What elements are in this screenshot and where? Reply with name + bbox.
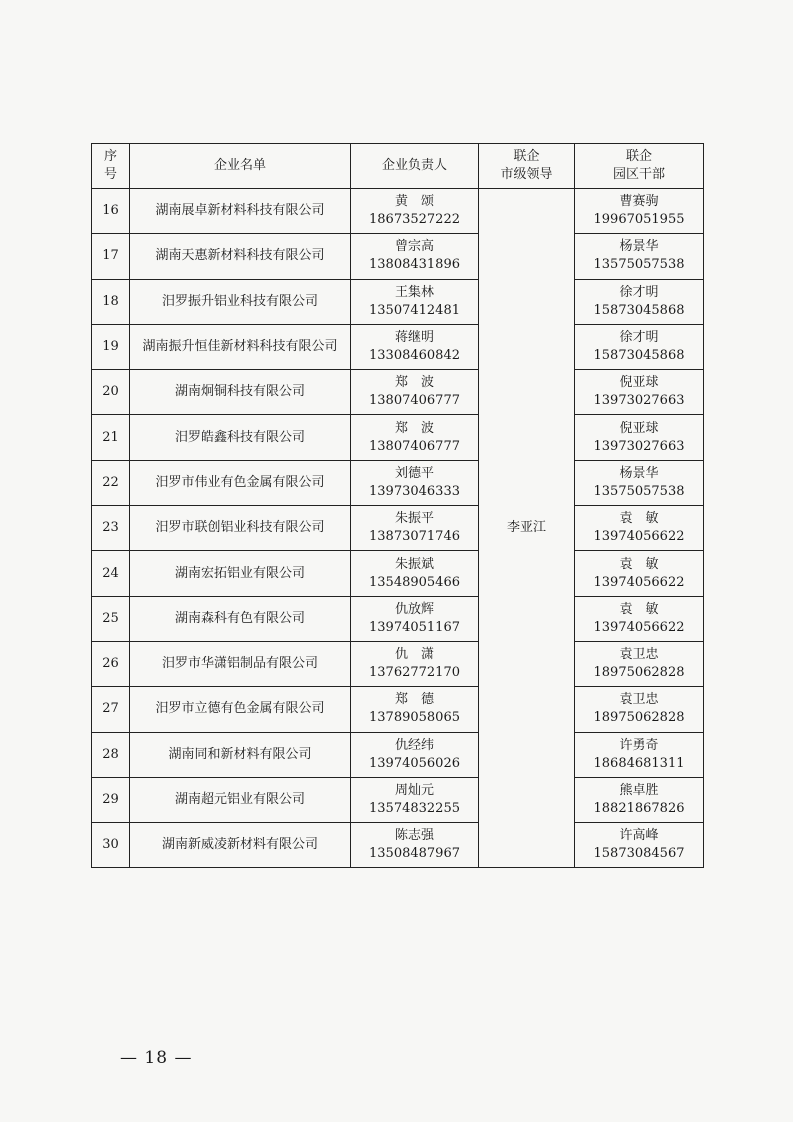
cadre-name: 袁 敏 xyxy=(619,511,659,527)
responsible-person xyxy=(351,460,479,505)
header-company: 企业名单 xyxy=(130,144,351,189)
table-row xyxy=(92,732,704,777)
table-row xyxy=(92,460,704,505)
park-cadre xyxy=(575,324,704,369)
person-name: 郑 波 xyxy=(394,375,434,391)
person-phone: 13808431896 xyxy=(369,257,460,273)
company-name: 汨罗市华潇铝制品有限公司 xyxy=(130,641,351,686)
cadre-phone: 15873045868 xyxy=(593,302,685,318)
table-row xyxy=(92,415,704,460)
park-cadre xyxy=(575,732,704,777)
cadre-name: 倪亚球 xyxy=(619,420,659,436)
park-cadre xyxy=(575,460,704,505)
person-name: 陈志强 xyxy=(394,828,434,844)
company-name: 汨罗振升铝业科技有限公司 xyxy=(130,279,351,324)
cadre-name: 徐才明 xyxy=(619,284,659,300)
person-name: 郑 德 xyxy=(394,692,434,708)
company-name: 汨罗市立德有色金属有限公司 xyxy=(130,687,351,732)
table-row xyxy=(92,641,704,686)
cadre-phone: 13974056622 xyxy=(593,529,685,545)
cadre-name: 袁卫忠 xyxy=(619,647,659,663)
responsible-person xyxy=(351,641,479,686)
park-cadre xyxy=(575,777,704,822)
table-row xyxy=(92,596,704,641)
park-cadre xyxy=(575,596,704,641)
cadre-phone: 18821867826 xyxy=(593,801,685,816)
table-row xyxy=(92,189,704,234)
company-name: 湖南超元铝业有限公司 xyxy=(130,777,351,822)
person-name: 曾宗高 xyxy=(394,239,434,255)
table-row xyxy=(92,777,704,822)
row-number: 16 xyxy=(92,189,130,234)
row-number: 22 xyxy=(92,460,130,505)
row-number: 27 xyxy=(92,687,130,732)
park-cadre xyxy=(575,415,704,460)
responsible-person xyxy=(351,189,479,234)
company-name: 湖南天惠新材料科技有限公司 xyxy=(130,234,351,279)
person-name: 仇放辉 xyxy=(394,601,434,617)
cadre-name: 倪亚球 xyxy=(619,375,659,391)
table-header-row xyxy=(92,144,704,189)
header-person: 企业负责人 xyxy=(351,144,479,189)
row-number: 28 xyxy=(92,732,130,777)
row-number: 18 xyxy=(92,279,130,324)
cadre-phone: 15873084567 xyxy=(593,846,685,862)
park-cadre xyxy=(575,823,704,868)
person-phone: 13508487967 xyxy=(369,846,460,862)
person-phone: 13308460842 xyxy=(369,348,460,364)
cadre-name: 熊卓胜 xyxy=(619,783,659,798)
cadre-phone: 13973027663 xyxy=(593,393,685,409)
row-number: 30 xyxy=(92,823,130,868)
person-phone: 13873071746 xyxy=(369,529,460,545)
company-name: 汨罗市联创铝业科技有限公司 xyxy=(130,506,351,551)
company-name: 湖南新威凌新材料有限公司 xyxy=(130,823,351,868)
park-cadre xyxy=(575,687,704,732)
city-leader: 李亚江 xyxy=(479,189,575,868)
person-phone: 13807406777 xyxy=(369,438,460,454)
table-row xyxy=(92,551,704,596)
responsible-person xyxy=(351,823,479,868)
row-number: 29 xyxy=(92,777,130,822)
row-number: 26 xyxy=(92,641,130,686)
park-cadre xyxy=(575,189,704,234)
person-name: 王集林 xyxy=(394,284,434,300)
person-phone: 13548905466 xyxy=(369,574,460,590)
cadre-phone: 13575057538 xyxy=(593,257,685,273)
company-name: 湖南同和新材料有限公司 xyxy=(130,732,351,777)
cadre-phone: 18975062828 xyxy=(593,665,685,681)
row-number: 25 xyxy=(92,596,130,641)
person-name: 黄 颂 xyxy=(394,194,434,210)
company-name: 湖南振升恒佳新材料科技有限公司 xyxy=(130,324,351,369)
person-name: 仇经纬 xyxy=(394,737,434,753)
row-number: 24 xyxy=(92,551,130,596)
table-row xyxy=(92,687,704,732)
responsible-person xyxy=(351,687,479,732)
park-cadre xyxy=(575,506,704,551)
row-number: 21 xyxy=(92,415,130,460)
park-cadre xyxy=(575,234,704,279)
row-number: 19 xyxy=(92,324,130,369)
table-row xyxy=(92,279,704,324)
cadre-phone: 15873045868 xyxy=(593,348,685,364)
person-phone: 13762772170 xyxy=(369,665,460,681)
header-seq: 序 号 xyxy=(92,144,130,189)
person-name: 仇 潇 xyxy=(394,647,434,663)
cadre-phone: 13973027663 xyxy=(593,438,685,454)
cadre-name: 袁 敏 xyxy=(619,601,659,617)
person-phone: 18673527222 xyxy=(369,212,460,228)
responsible-person xyxy=(351,506,479,551)
responsible-person xyxy=(351,234,479,279)
person-name: 朱振斌 xyxy=(394,556,434,572)
header-leader: 联企 市级领导 xyxy=(479,144,575,189)
responsible-person xyxy=(351,370,479,415)
person-phone: 13807406777 xyxy=(369,393,460,409)
person-phone: 13507412481 xyxy=(369,302,460,318)
park-cadre xyxy=(575,641,704,686)
header-cadre: 联企 园区干部 xyxy=(575,144,704,189)
cadre-phone: 18975062828 xyxy=(593,710,685,726)
cadre-name: 许高峰 xyxy=(619,828,659,844)
responsible-person xyxy=(351,324,479,369)
responsible-person xyxy=(351,732,479,777)
park-cadre xyxy=(575,370,704,415)
cadre-name: 杨景华 xyxy=(619,465,659,481)
cadre-phone: 13974056622 xyxy=(593,574,685,590)
person-name: 朱振平 xyxy=(394,511,434,527)
responsible-person xyxy=(351,777,479,822)
person-phone: 13789058065 xyxy=(369,710,460,726)
responsible-person xyxy=(351,279,479,324)
row-number: 20 xyxy=(92,370,130,415)
cadre-name: 曹赛驹 xyxy=(619,194,659,210)
page-number: — 18 — xyxy=(120,1048,193,1068)
cadre-phone: 13575057538 xyxy=(593,483,685,499)
responsible-person xyxy=(351,551,479,596)
park-cadre xyxy=(575,279,704,324)
person-name: 刘德平 xyxy=(394,465,434,481)
row-number: 23 xyxy=(92,506,130,551)
company-name: 湖南展卓新材料科技有限公司 xyxy=(130,189,351,234)
person-name: 周灿元 xyxy=(394,783,434,798)
responsible-person xyxy=(351,596,479,641)
table-row xyxy=(92,823,704,868)
cadre-name: 袁 敏 xyxy=(619,556,659,572)
table-row xyxy=(92,234,704,279)
park-cadre xyxy=(575,551,704,596)
person-phone: 13974056026 xyxy=(369,755,460,771)
company-name: 湖南森科有色有限公司 xyxy=(130,596,351,641)
enterprise-liaison-table xyxy=(91,143,704,868)
cadre-name: 徐才明 xyxy=(619,330,659,346)
cadre-phone: 18684681311 xyxy=(593,755,685,771)
table-row xyxy=(92,370,704,415)
company-name: 湖南宏拓铝业有限公司 xyxy=(130,551,351,596)
company-name: 汨罗皓鑫科技有限公司 xyxy=(130,415,351,460)
table-row xyxy=(92,506,704,551)
person-phone: 13574832255 xyxy=(369,801,460,816)
cadre-name: 杨景华 xyxy=(619,239,659,255)
cadre-phone: 19967051955 xyxy=(593,212,685,228)
cadre-name: 袁卫忠 xyxy=(619,692,659,708)
row-number: 17 xyxy=(92,234,130,279)
person-phone: 13973046333 xyxy=(369,483,460,499)
company-name: 湖南炯铜科技有限公司 xyxy=(130,370,351,415)
responsible-person xyxy=(351,415,479,460)
person-phone: 13974051167 xyxy=(369,619,460,635)
cadre-phone: 13974056622 xyxy=(593,619,685,635)
person-name: 郑 波 xyxy=(394,420,434,436)
person-name: 蒋继明 xyxy=(394,330,434,346)
table-row xyxy=(92,324,704,369)
company-name: 汨罗市伟业有色金属有限公司 xyxy=(130,460,351,505)
cadre-name: 许勇奇 xyxy=(619,737,659,753)
